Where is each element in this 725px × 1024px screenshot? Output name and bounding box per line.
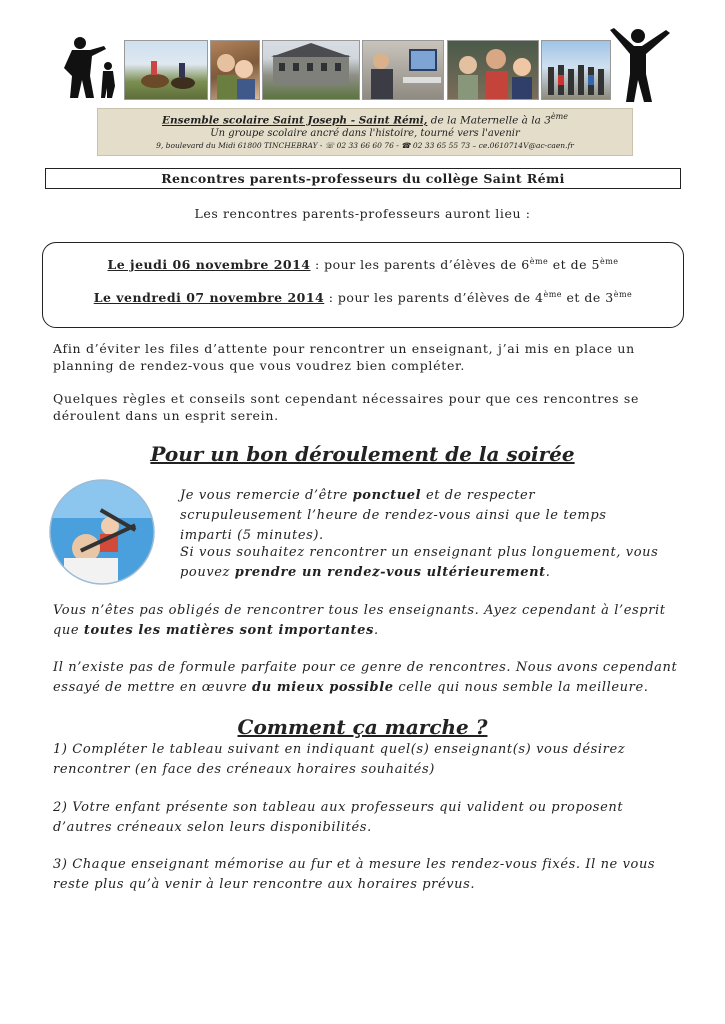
photo-horse-riding: [124, 40, 208, 100]
clock-family-image: [48, 478, 156, 586]
photo-students: [447, 40, 539, 100]
date-line-1: [43, 257, 683, 272]
paragraph-planning: Afin d’éviter les files d’attente pour rencontrer un enseignant, j’ai mis en place un planning de rendez-vous que vous voudrez bien compléter.: [53, 341, 635, 373]
punctual-text-c: et de respecter scrupuleusement l’heure de rendez-vous ainsi que le temps imparti (5 minutes).: [180, 488, 607, 543]
document-title: Rencontres parents-professeurs du collège Saint Rémi: [45, 168, 681, 189]
date-1-sup1: ème: [529, 257, 549, 266]
school-levels: de la Maternelle à la 3: [427, 114, 551, 127]
appointment-text-a: Si vous souhaitez rencontrer un enseignant plus longuement, vous pouvez: [180, 545, 659, 580]
formula-text-a: Il n’existe pas de formule parfaite pour ce genre de rencontres. Nous avons cependant essayé de mettre en œuvre: [53, 660, 678, 695]
family-silhouette-icon: [60, 36, 120, 100]
school-levels-sup: ème: [550, 112, 568, 121]
date-2-mid: et de 3: [562, 290, 614, 306]
photo-children-group: [210, 40, 260, 100]
paragraph-appointment: [180, 543, 660, 583]
school-motto: Un groupe scolaire ancré dans l'histoire, tourné vers l'avenir: [210, 127, 520, 139]
punctual-bold: ponctuel: [352, 488, 422, 503]
school-banner: [97, 108, 633, 156]
date-2-sup2: ème: [613, 290, 633, 299]
step-3: 3) Chaque enseignant mémorise au fur et à mesure les rendez-vous fixés. Il ne vous reste plus qu’à venir à leur rencontre aux horaires prévus.: [53, 857, 656, 892]
date-2-sup1: ème: [543, 290, 563, 299]
paragraph-rules: Quelques règles et conseils sont cependant nécessaires pour que ces rencontres se déroulent dans un esprit serein.: [53, 391, 640, 423]
paragraph-formula: [53, 658, 678, 698]
step-1: 1) Compléter le tableau suivant en indiquant quel(s) enseignant(s) vous désirez rencontrer (en face des créneaux horaires souhaités): [53, 742, 626, 777]
paragraph-subjects: [53, 601, 673, 641]
subjects-text-c: .: [373, 623, 379, 638]
date-1: Le jeudi 06 novembre 2014: [107, 257, 311, 273]
subjects-text-a: Vous n’êtes pas obligés de rencontrer tous les enseignants. Ayez cependant à l’esprit que: [53, 603, 666, 638]
punctual-text-a: Je vous remercie d’être: [180, 488, 353, 503]
jumping-person-silhouette-icon: [608, 26, 672, 104]
date-line-2: [43, 290, 683, 305]
school-name: Ensemble scolaire Saint Joseph - Saint Rémi,: [162, 114, 428, 127]
date-2-text: : pour les parents d’élèves de 4: [324, 290, 544, 306]
photo-school-building: [262, 40, 360, 100]
school-address: 9, boulevard du Midi 61800 TINCHEBRAY - ☏ 02 33 66 60 76 - ☎ 02 33 65 55 73 – ce.0610714V@ac-caen.fr: [156, 140, 574, 150]
heading-how-it-works: Comment ça marche ?: [237, 715, 488, 739]
date-1-mid: et de 5: [548, 257, 600, 273]
paragraph-punctual: [180, 486, 650, 546]
formula-bold: du mieux possible: [252, 680, 394, 695]
dates-box: [42, 242, 684, 328]
intro-text: Les rencontres parents-professeurs auront lieu :: [194, 206, 531, 221]
date-1-text: : pour les parents d’élèves de 6: [310, 257, 530, 273]
date-2: Le vendredi 07 novembre 2014: [93, 290, 325, 306]
appointment-text-c: .: [545, 565, 551, 580]
subjects-bold: toutes les matières sont importantes: [83, 623, 374, 638]
date-1-sup2: ème: [599, 257, 619, 266]
step-2: 2) Votre enfant présente son tableau aux professeurs qui valident ou proposent d’autres créneaux selon leurs disponibilités.: [53, 800, 624, 835]
photo-school-trip: [541, 40, 611, 100]
photo-computer-room: [362, 40, 444, 100]
heading-soiree: Pour un bon déroulement de la soirée: [150, 442, 575, 466]
formula-text-c: celle qui nous semble la meilleure.: [393, 680, 649, 695]
appointment-bold: prendre un rendez-vous ultérieurement: [234, 565, 546, 580]
